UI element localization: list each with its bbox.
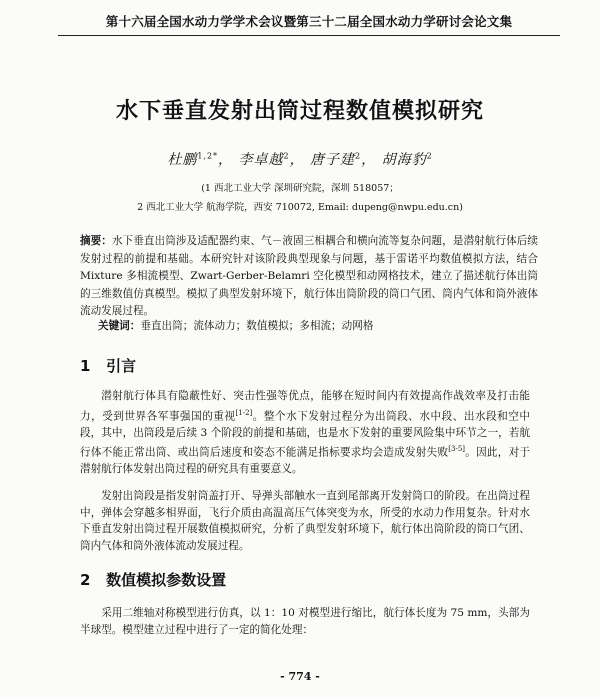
abstract-text: 水下垂直出筒涉及适配器约束、气－液固三相耦合和横向流等复杂问题，是潜射航行体后续发射过程的前提和基础。本研究针对该阶段典型现象与问题，基于雷诺平均数值模拟方法，结合 Mixture 多相流模型、Zwart-Gerber-Belamri 空化模型和动网格技术，建立了描述航行体出筒的三维数值仿真模型。模拟了典型发射环境下，航行体出筒阶段的筒口气团、筒内气体和筒外液体流动发展过程。 xyxy=(80,235,539,317)
author-separator: ， xyxy=(218,152,234,168)
section-number: 2 xyxy=(80,571,91,589)
paragraph-text: 。整个水下发射过程分为出筒段、水中段、出水段和空中段，其中，出筒段是后续 3 个阶段的前提和基础，也是水下发射的重要风险集中环节之一，若航行体不能正常出筒、或出筒后速度和姿态不能满足指标要求均会造成发射失败 xyxy=(80,410,530,459)
author-name: 唐子建 xyxy=(310,152,356,168)
author-affiliation-mark: 1,2* xyxy=(197,151,219,161)
body-paragraph: 发射出筒段是指发射筒盖打开、导弹头部触水一直到尾部离开发射筒口的阶段。在出筒过程中，弹体会穿越多相界面，飞行介质由高温高压气体突变为水，所受的水动力作用复杂。针对水下垂直发射出筒过程开展数值模拟研究，分析了典型发射环境下，航行体出筒阶段的筒口气团、筒内气体和筒外液体流动发展过程。 xyxy=(80,490,530,552)
paragraph-text: 潜射航行体具有隐蔽性好、突击性强等优点，能够在短时间内有效提高作战效率及打击能力，受到世界各军事强国的重视 xyxy=(80,390,530,423)
section-title: 数值模拟参数设置 xyxy=(106,571,227,589)
citation-ref: [1-2] xyxy=(235,408,253,417)
paragraph-text: 。因此，对于潜射航行体发射出筒过程的研究具有重要意义。 xyxy=(80,446,531,476)
author-list xyxy=(0,149,600,169)
section-title: 引言 xyxy=(106,357,137,375)
author-separator: ， xyxy=(361,152,377,168)
running-header: 第十六届全国水动力学学术会议暨第三十二届全国水动力学研讨会论文集 xyxy=(58,12,560,36)
affiliation-line: 2 西北工业大学 航海学院，西安 710072, Email: dupeng@nwpu.edu.cn) xyxy=(137,202,463,213)
author-affiliation-mark: 2 xyxy=(426,151,433,161)
author-affiliation-mark: 2 xyxy=(283,151,290,161)
citation-ref: [3-5] xyxy=(448,445,466,454)
author-name: 胡海豹 xyxy=(381,152,427,168)
keywords-label: 关键词： xyxy=(98,320,141,332)
section-heading-numerical-setup xyxy=(80,569,226,590)
page-number: - 774 - xyxy=(280,670,320,683)
abstract-label: 摘要： xyxy=(80,235,112,247)
affiliation-line: (1 西北工业大学 深圳研究院，深圳 518057； xyxy=(201,183,399,194)
section-number: 1 xyxy=(80,357,91,375)
keywords xyxy=(98,318,538,336)
author-separator: ， xyxy=(289,152,305,168)
section-heading-introduction xyxy=(80,355,136,376)
keywords-text: 垂直出筒；流体动力；数值模拟；多相流；动网格 xyxy=(140,320,374,332)
body-paragraph xyxy=(80,388,530,478)
body-paragraph: 采用二维轴对称模型进行仿真，以 1：10 对模型进行缩比，航行体长度为 75 mm，头部为半球型。模型建立过程中进行了一定的简化处理： xyxy=(80,607,530,636)
author-name: 杜鹏 xyxy=(167,152,198,168)
author-name: 李卓越 xyxy=(238,152,284,168)
paper-title: 水下垂直发射出筒过程数值模拟研究 xyxy=(115,99,484,124)
abstract xyxy=(80,233,538,321)
author-affiliation-mark: 2 xyxy=(355,151,362,161)
